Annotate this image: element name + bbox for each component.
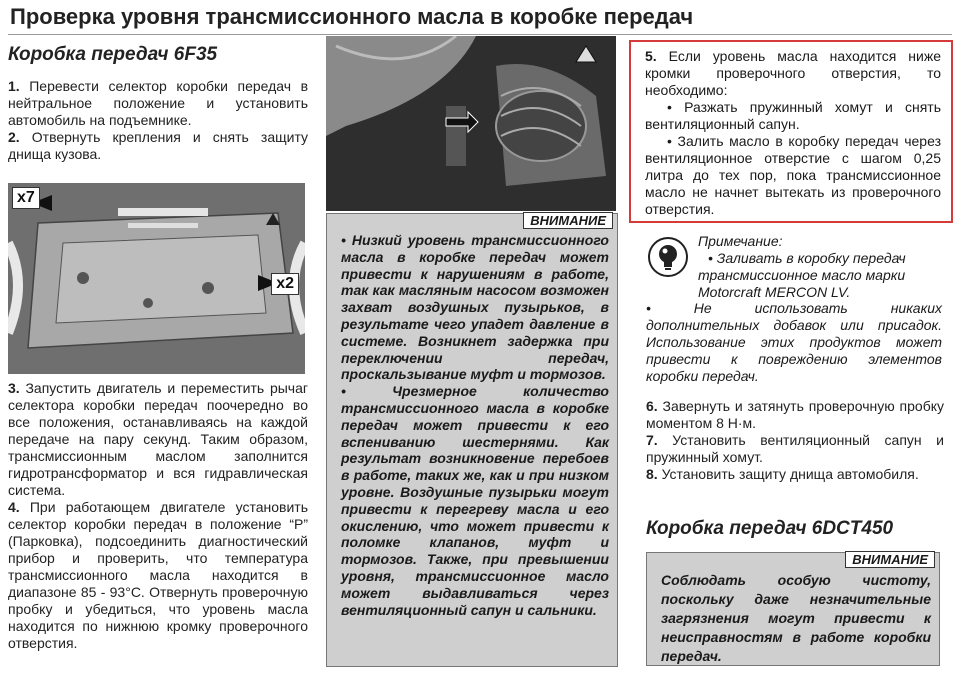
step-text: Установить защиту днища автомобиля. xyxy=(661,466,919,482)
warning-box-1 xyxy=(326,213,618,667)
step-text: При работающем двигателе установить селектор коробки передач в положение “P” (Парковка), подсоединить диагностический прибор и проверить, что температура трансмиссионного масла находится в диапазоне 85 - 93°С. Отвернуть проверочную пробку и убедиться, что уровень масла находится по нижнюю кромку проверочного отверстия. xyxy=(8,499,309,651)
title-divider xyxy=(8,34,952,35)
step-5-bullet: • Разжать пружинный хомут и снять вентиляционный сапун. xyxy=(645,99,941,132)
steps-final xyxy=(646,398,944,483)
badge-x7: x7 xyxy=(12,187,40,209)
transmission-photo xyxy=(326,36,616,211)
step-number: 2. xyxy=(8,129,20,145)
step-3 xyxy=(8,380,308,499)
step-text: Установить вентиляционный сапун и пружинный хомут. xyxy=(646,432,944,465)
step-number: 3. xyxy=(8,380,20,396)
step-5-text xyxy=(645,48,941,218)
step-5-bullet: • Залить масло в коробку передач через вентиляционное отверстие с шагом 0,25 литра до тех пор, пока трансмиссионное масло не начнет вытекать из проверочного отверстия. xyxy=(645,133,941,217)
page-title: Проверка уровня трансмиссионного масла в коробке передач xyxy=(10,4,694,29)
step-number: 1. xyxy=(8,78,20,94)
step-5 xyxy=(645,48,941,99)
steps-top xyxy=(8,78,308,163)
note-title: Примечание: xyxy=(698,233,783,249)
steps-bottom xyxy=(8,380,308,652)
warning-text: Соблюдать особую чистоту, поскольку даже незначительные загрязнения могут привести к неисправностям в работе коробки передач. xyxy=(661,572,931,664)
warning-box-2 xyxy=(646,552,940,666)
warning-paragraph: • Низкий уровень трансмиссионного масла в коробке передач может привести к нарушениям в работе, так как масляным насосом возможен захват воздушных пузырьков, в результате чего упадет давление в системе. Возникнет задержка при переключении передач, проскальзывание муфт и тормозов. xyxy=(341,232,609,383)
underbody-illustration xyxy=(8,183,305,374)
section-heading-6f35: Коробка передач 6F35 xyxy=(8,44,218,65)
section-heading-6dct450: Коробка передач 6DCT450 xyxy=(646,518,894,539)
note-bullet-2: • Не использовать никаких дополнительных добавок или присадок. Использование этих продуктов может привести к повреждению элементов коробки передач. xyxy=(646,300,942,384)
step-text: Если уровень масла находится ниже кромки проверочного отверстия, то необходимо: xyxy=(645,48,942,98)
step-text: Перевести селектор коробки передач в нейтральное положение и установить автомобиль на подъемнике. xyxy=(8,78,309,128)
step-7 xyxy=(646,432,944,466)
highlighted-step-5 xyxy=(629,40,953,223)
step-8 xyxy=(646,466,944,483)
note-block xyxy=(698,233,942,301)
warning-label: ВНИМАНИЕ xyxy=(845,551,935,568)
warning-paragraph: • Чрезмерное количество трансмиссионного масла в коробке передач может привести к его вспениванию шестернями. Как результат возникновение перебоев в работе, таких же, как и при низком уровне. Воздушные пузырьки могут привести к перегреву масла и его окислению, что может привести к поломке клапанов, муфт и тормозов. Также, при превышении уровня, трансмиссионное масло может выдавливаться через вентиляционный сапун и сальники. xyxy=(341,383,609,618)
lightbulb-icon xyxy=(648,237,688,277)
step-number: 8. xyxy=(646,466,658,482)
step-1 xyxy=(8,78,308,129)
step-text: Завернуть и затянуть проверочную пробку моментом 8 Н·м. xyxy=(646,398,945,431)
step-6 xyxy=(646,398,944,432)
underbody-photo xyxy=(8,183,305,374)
step-2 xyxy=(8,129,308,163)
note-bullet: • Заливать в коробку передач трансмиссионное масло марки Motorcraft MERCON LV. xyxy=(698,250,906,300)
step-text: Запустить двигатель и переместить рычаг селектора коробки передач поочередно во все положения, останавливаясь на каждой передаче на пару секунд. Таким образом, трансмиссионным маслом заполнится гидротрансформатор и вся гидравлическая система. xyxy=(8,380,308,498)
step-number: 5. xyxy=(645,48,657,64)
transmission-illustration xyxy=(326,36,616,211)
step-number: 7. xyxy=(646,432,658,448)
badge-x2: x2 xyxy=(271,273,299,295)
step-text: Отвернуть крепления и снять защиту днища кузова. xyxy=(8,129,309,162)
step-4 xyxy=(8,499,308,652)
warning-text xyxy=(341,232,609,618)
warning-label: ВНИМАНИЕ xyxy=(523,212,613,229)
step-number: 6. xyxy=(646,398,658,414)
step-number: 4. xyxy=(8,499,20,515)
